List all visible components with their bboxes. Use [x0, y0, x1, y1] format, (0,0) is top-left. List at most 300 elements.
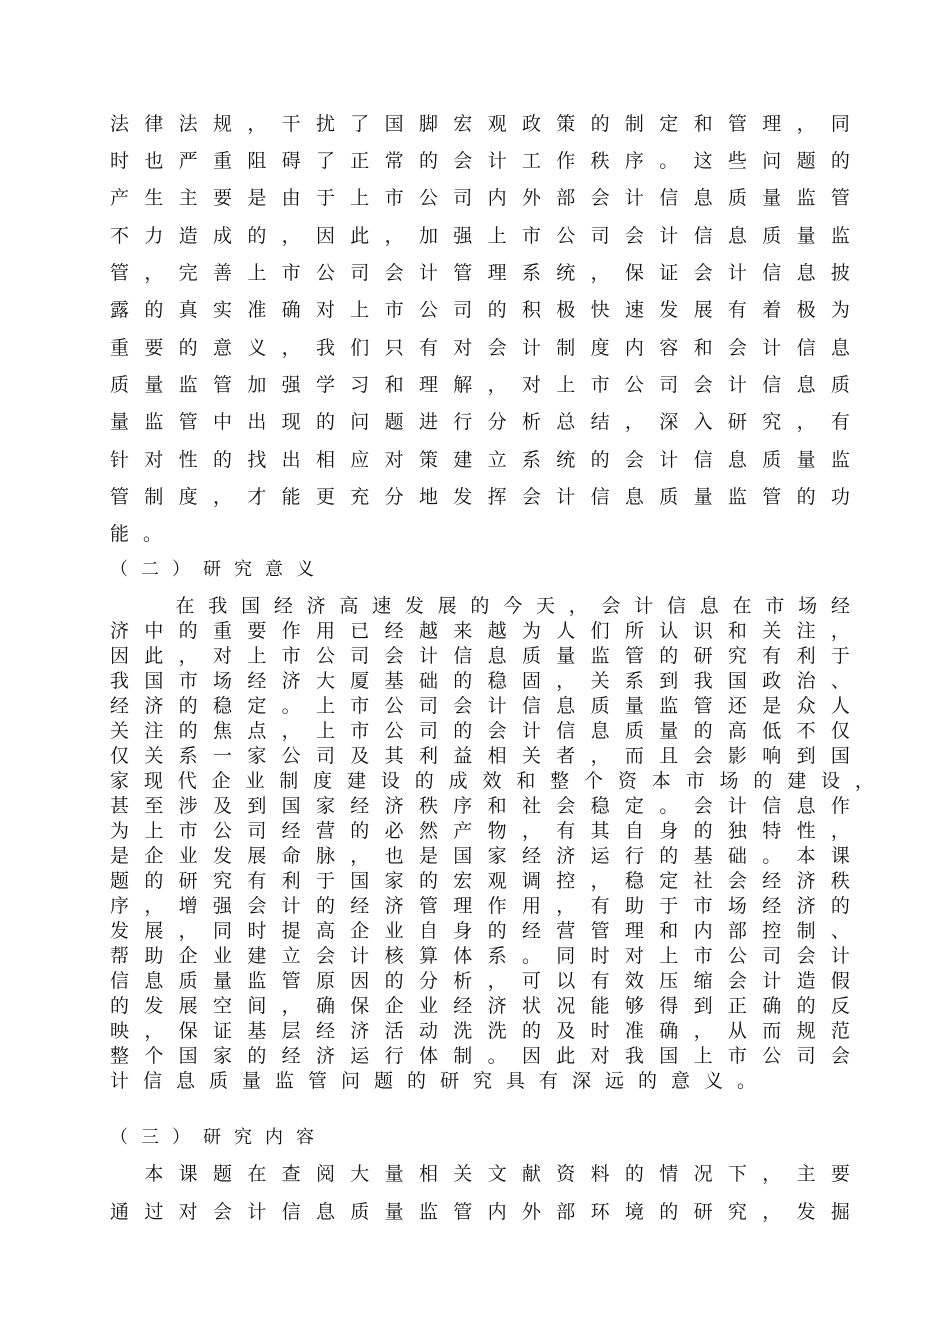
glyph: 仅 — [830, 720, 850, 742]
glyph: 们 — [350, 337, 370, 359]
glyph: 策 — [556, 113, 576, 135]
glyph: 的 — [753, 770, 773, 792]
glyph: 经 — [350, 795, 370, 817]
glyph: 对 — [212, 645, 232, 667]
glyph: 济 — [487, 995, 507, 1017]
glyph: 和 — [516, 770, 536, 792]
glyph: 加 — [418, 225, 438, 247]
glyph: 效 — [482, 770, 502, 792]
glyph: 会 — [693, 262, 713, 284]
glyph: 国 — [384, 113, 404, 135]
glyph: 计 — [727, 262, 747, 284]
glyph: 国 — [727, 670, 747, 692]
glyph — [143, 594, 162, 618]
glyph: 规 — [796, 1020, 816, 1042]
glyph: 生 — [144, 187, 164, 209]
glyph: 部 — [727, 920, 747, 942]
glyph: 管 — [212, 374, 232, 396]
paragraph-line — [110, 298, 850, 322]
glyph: 系 — [178, 745, 198, 767]
glyph: 挥 — [487, 486, 507, 508]
glyph: 会 — [384, 645, 404, 667]
glyph: 息 — [624, 486, 644, 508]
glyph: 要 — [830, 1163, 850, 1185]
glyph: 信 — [556, 720, 576, 742]
glyph: 量 — [384, 1163, 404, 1185]
glyph: 些 — [727, 150, 747, 172]
glyph: 此 — [350, 225, 370, 247]
glyph: 人 — [556, 620, 576, 642]
glyph: 会 — [315, 945, 335, 967]
glyph: 我 — [624, 1045, 644, 1067]
glyph: 其 — [590, 820, 610, 842]
glyph: 要 — [212, 187, 232, 209]
glyph: 会 — [727, 870, 747, 892]
glyph: 范 — [830, 1020, 850, 1042]
glyph: 命 — [281, 845, 301, 867]
glyph: 作 — [281, 620, 301, 642]
glyph: 有 — [727, 299, 747, 321]
glyph: 效 — [624, 970, 644, 992]
glyph: ， — [854, 770, 874, 792]
glyph: 。 — [487, 1045, 507, 1067]
glyph: 的 — [659, 1201, 679, 1223]
glyph: 质 — [350, 1201, 370, 1223]
glyph: 观 — [487, 870, 507, 892]
glyph: 上 — [556, 374, 576, 396]
glyph: 量 — [384, 1201, 404, 1223]
glyph: 运 — [590, 845, 610, 867]
glyph: 的 — [659, 845, 679, 867]
glyph: 助 — [624, 895, 644, 917]
glyph: 部 — [556, 187, 576, 209]
glyph: 也 — [144, 150, 164, 172]
glyph: 济 — [796, 870, 816, 892]
glyph: 露 — [110, 299, 130, 321]
glyph: 要 — [247, 620, 267, 642]
glyph: 计 — [247, 1201, 267, 1223]
glyph: 司 — [762, 945, 782, 967]
glyph: 才 — [247, 486, 267, 508]
glyph: 市 — [178, 820, 198, 842]
glyph: 行 — [453, 411, 473, 433]
glyph: 下 — [727, 1163, 747, 1185]
section-heading-research-significance: （二）研究意义 — [110, 559, 327, 580]
glyph: 性 — [796, 820, 816, 842]
glyph: 经 — [281, 820, 301, 842]
glyph: 会 — [796, 945, 816, 967]
glyph: 总 — [556, 411, 576, 433]
glyph: 对 — [315, 299, 335, 321]
glyph: 质 — [762, 225, 782, 247]
glyph: 入 — [693, 411, 713, 433]
paragraph-line — [110, 669, 850, 693]
glyph: 司 — [418, 720, 438, 742]
glyph: 假 — [830, 970, 850, 992]
glyph: 厦 — [350, 670, 370, 692]
glyph: 原 — [315, 970, 335, 992]
glyph: 经 — [273, 595, 293, 617]
paragraph-line — [110, 744, 850, 768]
glyph: 监 — [830, 225, 850, 247]
glyph: 体 — [418, 1045, 438, 1067]
glyph: 公 — [418, 299, 438, 321]
glyph: 作 — [487, 895, 507, 917]
glyph: 义 — [247, 337, 267, 359]
glyph: 司 — [315, 745, 335, 767]
glyph: 系 — [624, 670, 644, 692]
glyph: ， — [590, 745, 610, 767]
glyph: 环 — [590, 1201, 610, 1223]
glyph: 同 — [830, 113, 850, 135]
glyph: 宏 — [453, 870, 473, 892]
glyph: 的 — [414, 770, 434, 792]
glyph: 低 — [762, 720, 782, 742]
glyph: 稳 — [487, 670, 507, 692]
glyph: 国 — [281, 795, 301, 817]
glyph: 的 — [247, 225, 267, 247]
glyph: 会 — [521, 486, 541, 508]
glyph: 监 — [418, 1201, 438, 1223]
glyph: 息 — [796, 262, 816, 284]
glyph: 容 — [659, 337, 679, 359]
glyph: 发 — [404, 595, 424, 617]
glyph: 关 — [762, 620, 782, 642]
paragraph-line — [110, 619, 850, 643]
glyph: 固 — [521, 670, 541, 692]
glyph: 稳 — [212, 695, 232, 717]
glyph: 公 — [556, 225, 576, 247]
glyph: 础 — [727, 845, 747, 867]
glyph: 息 — [693, 187, 713, 209]
glyph: 制 — [556, 337, 576, 359]
glyph: 而 — [762, 1020, 782, 1042]
glyph: 司 — [247, 820, 267, 842]
glyph: 的 — [796, 486, 816, 508]
glyph: 发 — [144, 995, 164, 1017]
glyph: 的 — [453, 670, 473, 692]
glyph: 也 — [384, 845, 404, 867]
paragraph-line — [110, 261, 850, 285]
glyph: 关 — [590, 670, 610, 692]
glyph: ， — [830, 820, 850, 842]
glyph: 的 — [470, 595, 490, 617]
paragraph-line — [110, 336, 850, 360]
glyph: 系 — [521, 262, 541, 284]
glyph: 量 — [762, 187, 782, 209]
glyph: 理 — [453, 895, 473, 917]
glyph: 的 — [247, 1045, 267, 1067]
glyph: 资 — [617, 770, 637, 792]
glyph: 、 — [830, 670, 850, 692]
glyph: 同 — [212, 920, 232, 942]
glyph: 况 — [556, 995, 576, 1017]
glyph: 地 — [418, 486, 438, 508]
paragraph-line: 计信息质量监管问题的研究具有深远的意义。 — [110, 1070, 771, 1092]
glyph: 管 — [110, 486, 130, 508]
glyph: 计 — [521, 720, 541, 742]
glyph: 会 — [453, 695, 473, 717]
glyph: 行 — [384, 1045, 404, 1067]
glyph: 有 — [762, 645, 782, 667]
glyph: 在 — [175, 595, 195, 617]
glyph: 产 — [453, 820, 473, 842]
glyph: 究 — [727, 645, 747, 667]
glyph: ， — [521, 820, 541, 842]
glyph: 注 — [144, 720, 164, 742]
glyph: 和 — [487, 795, 507, 817]
glyph: 量 — [693, 486, 713, 508]
glyph: 及 — [350, 745, 370, 767]
glyph: 资 — [556, 1163, 576, 1185]
glyph: 响 — [762, 745, 782, 767]
paragraph-line — [110, 594, 850, 618]
glyph: 社 — [521, 795, 541, 817]
glyph: 公 — [281, 745, 301, 767]
glyph: 今 — [503, 595, 523, 617]
glyph — [110, 1162, 129, 1186]
glyph: 强 — [453, 225, 473, 247]
glyph: 上 — [659, 945, 679, 967]
glyph: 内 — [487, 187, 507, 209]
glyph: 充 — [350, 486, 370, 508]
glyph: 国 — [659, 1045, 679, 1067]
glyph: 出 — [281, 449, 301, 471]
glyph: 监 — [178, 374, 198, 396]
glyph: 人 — [830, 695, 850, 717]
glyph: 积 — [521, 299, 541, 321]
glyph: 会 — [693, 374, 713, 396]
glyph: 空 — [212, 995, 232, 1017]
glyph: 社 — [693, 870, 713, 892]
glyph: 我 — [693, 670, 713, 692]
glyph: 此 — [144, 645, 164, 667]
glyph: 析 — [521, 411, 541, 433]
glyph: 不 — [796, 720, 816, 742]
glyph: 会 — [693, 795, 713, 817]
glyph: 题 — [384, 411, 404, 433]
glyph: 信 — [693, 225, 713, 247]
paragraph-line — [110, 224, 850, 248]
glyph: 相 — [487, 745, 507, 767]
glyph: 身 — [659, 820, 679, 842]
glyph: 极 — [796, 299, 816, 321]
glyph: 掘 — [830, 1201, 850, 1223]
glyph: 计 — [487, 695, 507, 717]
glyph: 会 — [487, 337, 507, 359]
glyph: 会 — [556, 795, 576, 817]
glyph: 工 — [521, 150, 541, 172]
glyph: 律 — [144, 113, 164, 135]
glyph: 以 — [556, 970, 576, 992]
glyph: 发 — [796, 1201, 816, 1223]
glyph: 献 — [521, 1163, 541, 1185]
glyph: 涉 — [178, 795, 198, 817]
glyph: 对 — [178, 1201, 198, 1223]
glyph: 法 — [178, 113, 198, 135]
glyph: 息 — [556, 695, 576, 717]
glyph: 上 — [144, 820, 164, 842]
glyph: 监 — [144, 411, 164, 433]
glyph: 的 — [830, 150, 850, 172]
glyph: 市 — [281, 645, 301, 667]
paragraph-line — [110, 644, 850, 668]
glyph: 有 — [590, 895, 610, 917]
glyph: 常 — [384, 150, 404, 172]
glyph: 的 — [659, 645, 679, 667]
glyph: 管 — [418, 895, 438, 917]
glyph: 正 — [350, 150, 370, 172]
glyph: 和 — [659, 920, 679, 942]
glyph: 信 — [762, 374, 782, 396]
glyph: ， — [487, 970, 507, 992]
glyph: 洗 — [487, 1020, 507, 1042]
glyph: 关 — [144, 745, 164, 767]
glyph: 对 — [453, 337, 473, 359]
glyph: 发 — [110, 920, 130, 942]
glyph: 济 — [796, 895, 816, 917]
glyph: 内 — [487, 1201, 507, 1223]
paragraph-line — [110, 373, 850, 397]
glyph: 究 — [762, 411, 782, 433]
glyph: 度 — [313, 770, 333, 792]
glyph: ， — [281, 337, 301, 359]
glyph: 展 — [693, 299, 713, 321]
glyph: 础 — [418, 670, 438, 692]
glyph: 理 — [624, 920, 644, 942]
glyph: 针 — [110, 449, 130, 471]
glyph: 解 — [453, 374, 473, 396]
glyph: 管 — [830, 187, 850, 209]
glyph: 速 — [372, 595, 392, 617]
glyph: 统 — [556, 262, 576, 284]
glyph: 息 — [796, 374, 816, 396]
glyph: 息 — [699, 595, 719, 617]
glyph: 秩 — [418, 795, 438, 817]
glyph: 会 — [247, 895, 267, 917]
glyph: 信 — [590, 486, 610, 508]
glyph: 家 — [315, 795, 335, 817]
paragraph-line — [110, 719, 850, 743]
glyph: 情 — [659, 1163, 679, 1185]
glyph: 已 — [350, 620, 370, 642]
glyph: 上 — [315, 720, 335, 742]
glyph: 为 — [521, 620, 541, 642]
glyph: 经 — [762, 895, 782, 917]
glyph: 量 — [624, 695, 644, 717]
glyph: 控 — [762, 920, 782, 942]
glyph: 息 — [144, 970, 164, 992]
glyph: 司 — [350, 262, 370, 284]
paragraph-line — [110, 186, 850, 210]
glyph: 是 — [110, 845, 130, 867]
glyph: 市 — [765, 595, 785, 617]
glyph: 发 — [659, 299, 679, 321]
glyph: 中 — [212, 411, 232, 433]
glyph: 阅 — [315, 1163, 335, 1185]
glyph: 及 — [212, 795, 232, 817]
glyph: 计 — [762, 337, 782, 359]
glyph: 定 — [247, 695, 267, 717]
glyph: 问 — [350, 411, 370, 433]
glyph: 场 — [212, 670, 232, 692]
glyph: 市 — [281, 262, 301, 284]
glyph: 注 — [796, 620, 816, 642]
glyph: 上 — [315, 695, 335, 717]
glyph: 业 — [212, 945, 232, 967]
glyph: 家 — [384, 870, 404, 892]
glyph: 准 — [247, 299, 267, 321]
glyph: 展 — [144, 920, 164, 942]
glyph: 越 — [418, 620, 438, 642]
glyph: 快 — [590, 299, 610, 321]
glyph: 认 — [659, 620, 679, 642]
glyph: 监 — [727, 486, 747, 508]
glyph: 制 — [144, 486, 164, 508]
paragraph-line — [110, 694, 850, 718]
glyph: 其 — [384, 745, 404, 767]
glyph: 市 — [693, 895, 713, 917]
glyph: 是 — [247, 187, 267, 209]
glyph: 实 — [212, 299, 232, 321]
glyph: 定 — [624, 795, 644, 817]
glyph: 市 — [384, 299, 404, 321]
glyph: 利 — [796, 645, 816, 667]
glyph: 息 — [727, 449, 747, 471]
glyph: 管 — [590, 920, 610, 942]
glyph: 的 — [178, 720, 198, 742]
glyph: 在 — [732, 595, 752, 617]
glyph: 的 — [212, 449, 232, 471]
glyph: 为 — [830, 299, 850, 321]
glyph: 成 — [448, 770, 468, 792]
glyph: 质 — [727, 187, 747, 209]
glyph: 的 — [144, 870, 164, 892]
glyph: 济 — [306, 595, 326, 617]
glyph: 信 — [521, 695, 541, 717]
glyph: 司 — [350, 645, 370, 667]
glyph: 市 — [178, 670, 198, 692]
glyph: 会 — [601, 595, 621, 617]
glyph: 制 — [453, 1045, 473, 1067]
paragraph-line — [110, 1200, 850, 1224]
paragraph-line — [110, 410, 850, 434]
glyph: 上 — [247, 262, 267, 284]
glyph: 的 — [178, 337, 198, 359]
glyph: 通 — [110, 1201, 130, 1223]
glyph: 整 — [110, 1045, 130, 1067]
glyph: 利 — [281, 870, 301, 892]
glyph: 用 — [521, 895, 541, 917]
glyph: 时 — [590, 945, 610, 967]
glyph: 物 — [487, 820, 507, 842]
glyph: 时 — [590, 1020, 610, 1042]
glyph: 了 — [315, 150, 335, 172]
glyph: ， — [556, 670, 576, 692]
glyph: 治 — [796, 670, 816, 692]
glyph: 计 — [830, 945, 850, 967]
glyph: 力 — [144, 225, 164, 247]
glyph: 的 — [418, 870, 438, 892]
glyph: 展 — [178, 995, 198, 1017]
glyph: 真 — [178, 299, 198, 321]
glyph: 益 — [453, 745, 473, 767]
glyph: ， — [830, 620, 850, 642]
glyph: 重 — [212, 150, 232, 172]
glyph: 信 — [762, 795, 782, 817]
glyph: 的 — [521, 1020, 541, 1042]
glyph: 体 — [453, 945, 473, 967]
